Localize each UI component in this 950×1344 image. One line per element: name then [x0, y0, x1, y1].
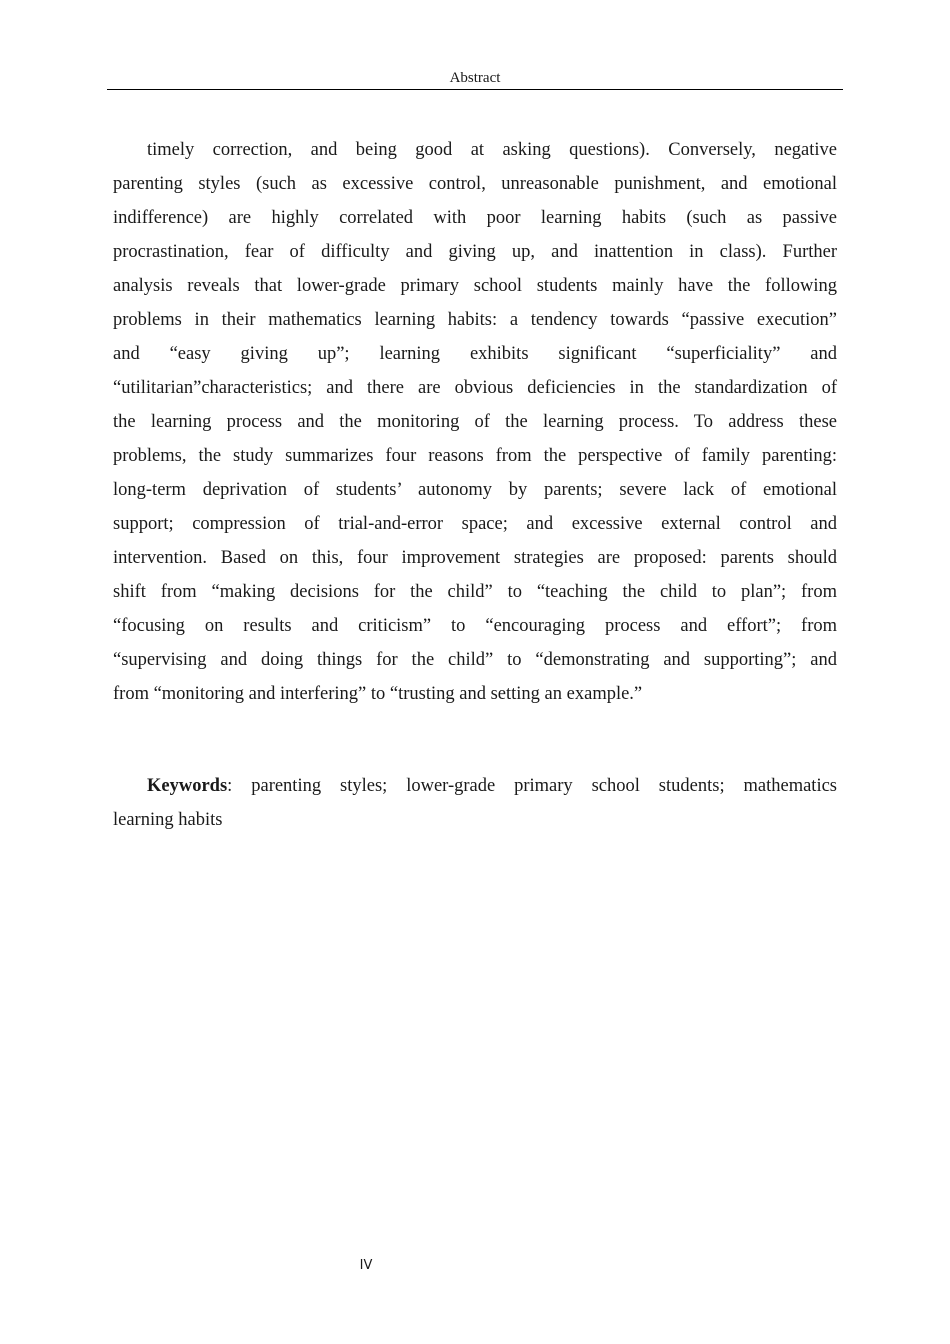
keywords-line: [113, 769, 837, 803]
abstract-line: and “easy giving up”; learning exhibits significant “superficiality” and: [113, 344, 837, 364]
abstract-line: the learning process and the monitoring of the learning process. To address these: [113, 412, 837, 432]
page-number: IV: [359, 1258, 373, 1273]
keywords-list: : parenting styles; lower-grade primary school students; mathematics: [227, 776, 837, 796]
keywords-block: [113, 769, 837, 837]
abstract-line: intervention. Based on this, four improvement strategies are proposed: parents should: [113, 548, 837, 568]
abstract-body: [113, 133, 837, 711]
abstract-line: analysis reveals that lower-grade primary school students mainly have the following: [113, 276, 837, 296]
abstract-line: procrastination, fear of difficulty and giving up, and inattention in class). Further: [113, 242, 837, 262]
running-header-title: Abstract: [449, 70, 501, 86]
abstract-line: “utilitarian”characteristics; and there are obvious deficiencies in the standardization of: [113, 378, 837, 398]
abstract-line: from “monitoring and interfering” to “trusting and setting an example.”: [113, 684, 643, 704]
keywords-label: Keywords: [147, 776, 228, 796]
running-header: [107, 70, 843, 90]
abstract-line: “supervising and doing things for the child” to “demonstrating and supporting”; and: [113, 650, 837, 670]
abstract-line: problems, the study summarizes four reasons from the perspective of family parenting:: [113, 446, 837, 466]
abstract-line: support; compression of trial-and-error space; and excessive external control and: [113, 514, 837, 534]
abstract-line: long-term deprivation of students’ autonomy by parents; severe lack of emotional: [113, 480, 837, 500]
abstract-line: shift from “making decisions for the child” to “teaching the child to plan”; from: [113, 582, 837, 602]
abstract-line: “focusing on results and criticism” to “encouraging process and effort”; from: [113, 616, 837, 636]
keywords-line: learning habits: [113, 810, 223, 830]
abstract-line: indifference) are highly correlated with poor learning habits (such as passive: [113, 208, 837, 228]
abstract-line: timely correction, and being good at asking questions). Conversely, negative: [147, 140, 837, 160]
abstract-line: parenting styles (such as excessive control, unreasonable punishment, and emotional: [113, 174, 837, 194]
abstract-line: problems in their mathematics learning habits: a tendency towards “passive execution”: [113, 310, 837, 330]
